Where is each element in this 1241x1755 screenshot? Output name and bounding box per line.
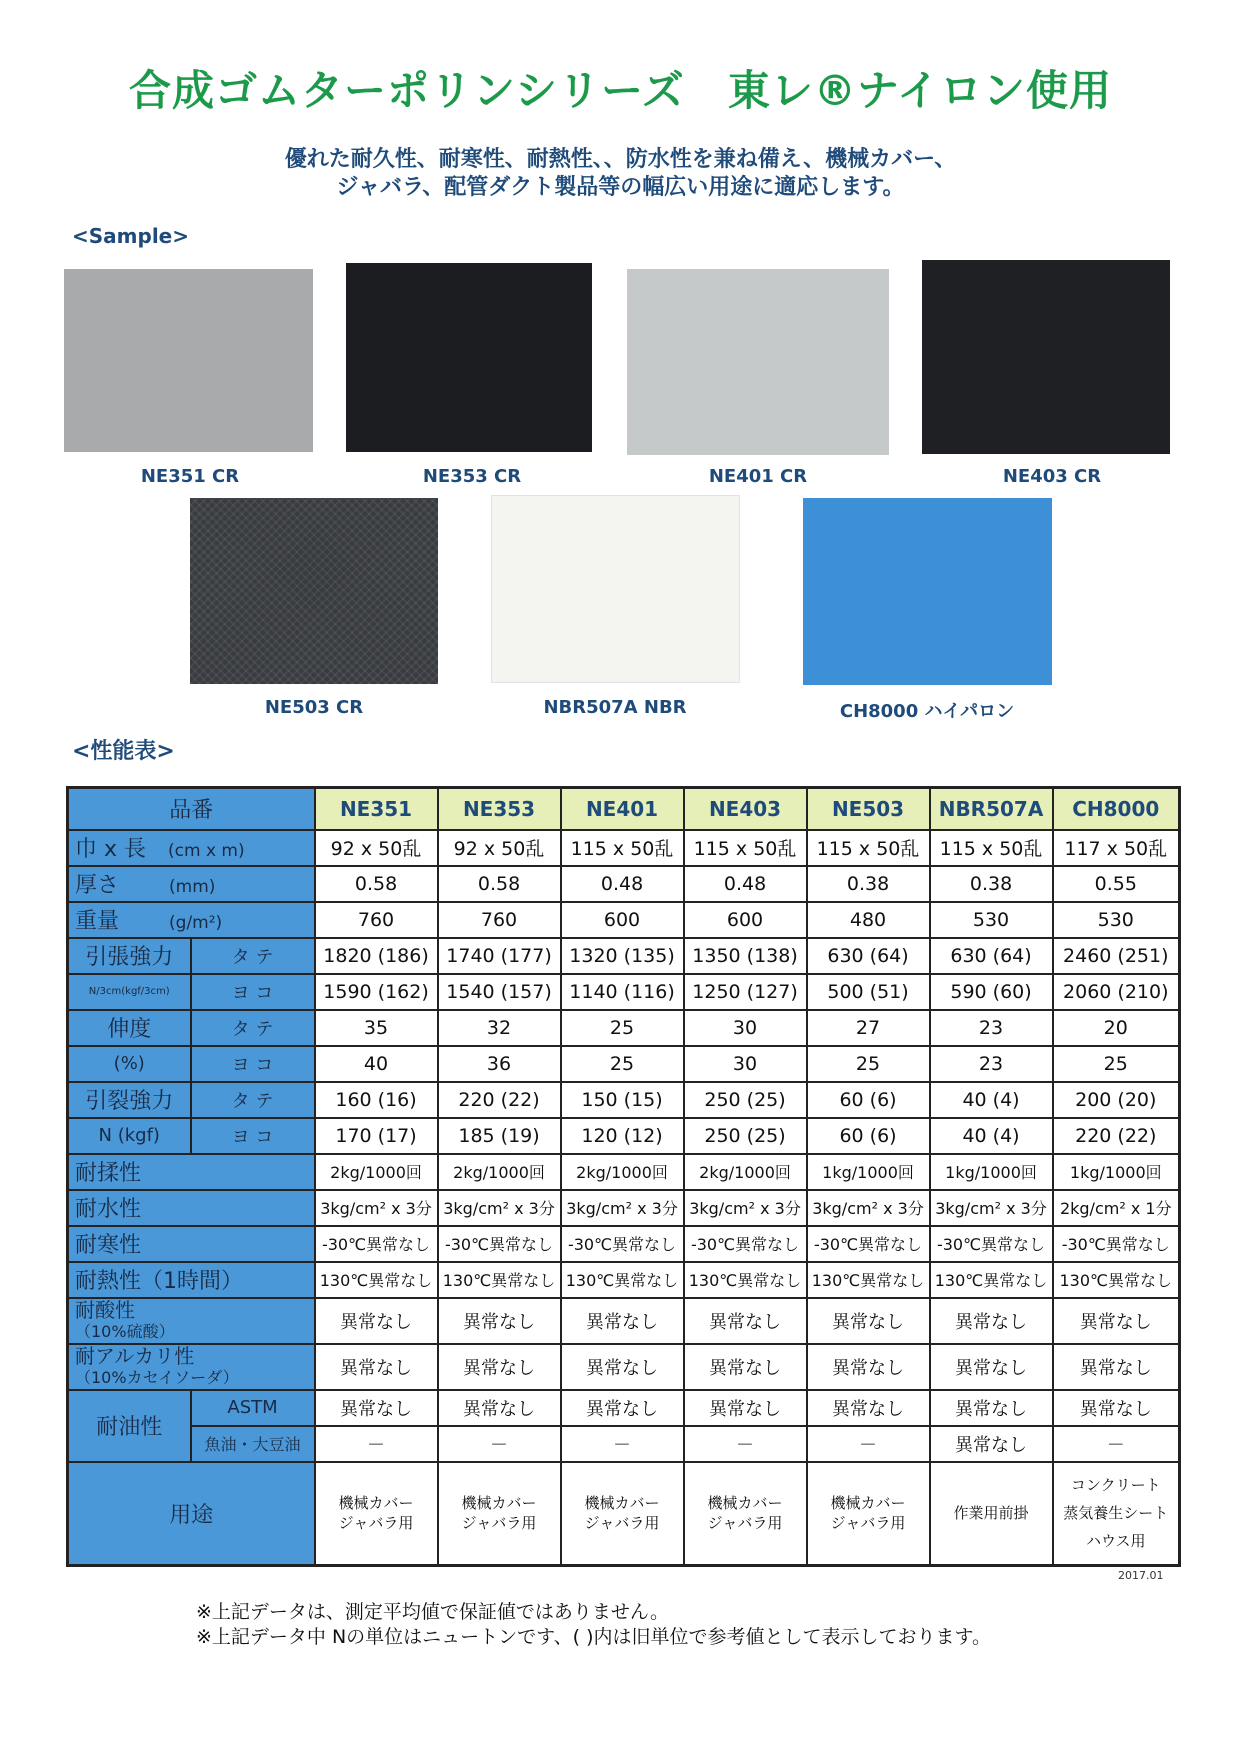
spec-cell: 1820 (186)	[315, 938, 438, 974]
spec-cell: 130℃異常なし	[807, 1262, 930, 1298]
usage-cell: 機械カバー ジャバラ用	[807, 1462, 930, 1566]
spec-cell: 185 (19)	[438, 1118, 561, 1154]
weight-row	[68, 902, 1180, 938]
sample-label-ne351: NE351 CR	[140, 466, 240, 487]
spec-cell: 115 x 50乱	[561, 830, 684, 866]
elongation-warp-row	[68, 1010, 1180, 1046]
tear-weft-row	[68, 1118, 1180, 1154]
spec-cell: －	[1053, 1426, 1180, 1462]
spec-cell: 120 (12)	[561, 1118, 684, 1154]
spec-cell: 220 (22)	[1053, 1118, 1180, 1154]
spec-cell: -30℃異常なし	[438, 1226, 561, 1262]
spec-cell: 異常なし	[438, 1298, 561, 1344]
spec-cell: 1540 (157)	[438, 974, 561, 1010]
width-length-label: 巾 x 長 (cm x m)	[68, 830, 315, 866]
spec-cell: 25	[807, 1046, 930, 1082]
subtitle-line-1: 優れた耐久性、耐寒性、耐熱性、、防水性を兼ね備え、機械カバー、	[284, 147, 957, 172]
spec-cell: 590 (60)	[930, 974, 1053, 1010]
spec-cell: -30℃異常なし	[561, 1226, 684, 1262]
alkali-row	[68, 1344, 1180, 1390]
elongation-unit: (%)	[68, 1046, 191, 1082]
spec-table	[66, 786, 1181, 1567]
spec-cell: 30	[684, 1010, 807, 1046]
spec-cell: 1kg/1000回	[1053, 1154, 1180, 1190]
spec-cell: 115 x 50乱	[807, 830, 930, 866]
usage-cell: 機械カバー ジャバラ用	[561, 1462, 684, 1566]
swatch-ne503	[190, 498, 438, 684]
spec-cell: -30℃異常なし	[315, 1226, 438, 1262]
spec-cell: 0.55	[1053, 866, 1180, 902]
spec-cell: 異常なし	[315, 1390, 438, 1426]
spec-cell: 異常なし	[1053, 1298, 1180, 1344]
spec-cell: 760	[438, 902, 561, 938]
note-1: ※上記データは、測定平均値で保証値ではありません。	[196, 1601, 670, 1623]
note-2: ※上記データ中 Nの単位はニュートンです、( )内は旧単位で参考値として表示しております。	[196, 1626, 991, 1648]
spec-cell: 0.48	[684, 866, 807, 902]
spec-cell: 170 (17)	[315, 1118, 438, 1154]
spec-cell: 530	[1053, 902, 1180, 938]
spec-cell: 130℃異常なし	[315, 1262, 438, 1298]
tear-weft-label: ヨ コ	[191, 1118, 315, 1154]
spec-cell: 0.38	[807, 866, 930, 902]
spec-cell: 異常なし	[438, 1344, 561, 1390]
tear-warp-label: タ テ	[191, 1082, 315, 1118]
sample-label-ne353: NE353 CR	[422, 466, 522, 487]
usage-cell: 作業用前掛	[930, 1462, 1053, 1566]
spec-cell: 130℃異常なし	[561, 1262, 684, 1298]
tensile-label: 引張強力	[68, 938, 191, 974]
spec-cell: 115 x 50乱	[930, 830, 1053, 866]
heat-label: 耐熱性（1時間）	[68, 1262, 315, 1298]
spec-cell: -30℃異常なし	[684, 1226, 807, 1262]
spec-cell: 2060 (210)	[1053, 974, 1180, 1010]
sample-label-nbr507a: NBR507A NBR	[543, 697, 687, 718]
spec-cell: 27	[807, 1010, 930, 1046]
usage-cell: 機械カバー ジャバラ用	[438, 1462, 561, 1566]
tensile-unit: N/3cm(kgf/3cm)	[68, 974, 191, 1010]
acid-label: 耐酸性 （10%硫酸）	[68, 1298, 315, 1344]
usage-row	[68, 1462, 1180, 1566]
tear-warp-row	[68, 1082, 1180, 1118]
flex-label: 耐揉性	[68, 1154, 315, 1190]
spec-cell: 60 (6)	[807, 1082, 930, 1118]
tensile-warp-row	[68, 938, 1180, 974]
sample-label-ne403: NE403 CR	[1002, 466, 1102, 487]
spec-cell: 200 (20)	[1053, 1082, 1180, 1118]
spec-cell: 3kg/cm² x 3分	[315, 1190, 438, 1226]
spec-cell: 異常なし	[930, 1298, 1053, 1344]
spec-cell: -30℃異常なし	[1053, 1226, 1180, 1262]
spec-cell: 異常なし	[561, 1298, 684, 1344]
spec-cell: 1kg/1000回	[930, 1154, 1053, 1190]
product-header: NE503	[807, 788, 930, 830]
spec-cell: 40	[315, 1046, 438, 1082]
spec-cell: 3kg/cm² x 3分	[438, 1190, 561, 1226]
swatch-ch8000	[803, 498, 1052, 685]
product-header: NE353	[438, 788, 561, 830]
spec-cell: 1kg/1000回	[807, 1154, 930, 1190]
swatch-ne353	[346, 263, 592, 452]
spec-cell: 32	[438, 1010, 561, 1046]
spec-cell: 23	[930, 1010, 1053, 1046]
spec-cell: －	[315, 1426, 438, 1462]
spec-cell: 500 (51)	[807, 974, 930, 1010]
product-header: CH8000	[1053, 788, 1180, 830]
spec-cell: 630 (64)	[807, 938, 930, 974]
spec-cell: 160 (16)	[315, 1082, 438, 1118]
spec-cell: 600	[561, 902, 684, 938]
header-label: 品番	[68, 788, 315, 830]
spec-cell: 2460 (251)	[1053, 938, 1180, 974]
spec-cell: 25	[1053, 1046, 1180, 1082]
spec-cell: 異常なし	[684, 1298, 807, 1344]
spec-cell: 0.58	[438, 866, 561, 902]
oil-label: 耐油性	[68, 1390, 191, 1462]
spec-cell: 250 (25)	[684, 1082, 807, 1118]
spec-cell: 630 (64)	[930, 938, 1053, 974]
tensile-weft-label: ヨ コ	[191, 974, 315, 1010]
product-header: NE351	[315, 788, 438, 830]
oil-fish-row	[68, 1426, 1180, 1462]
spec-cell: 異常なし	[438, 1390, 561, 1426]
water-label: 耐水性	[68, 1190, 315, 1226]
spec-cell: 130℃異常なし	[438, 1262, 561, 1298]
width-length-row	[68, 830, 1180, 866]
spec-cell: 2kg/1000回	[684, 1154, 807, 1190]
spec-cell: 480	[807, 902, 930, 938]
spec-cell: 1320 (135)	[561, 938, 684, 974]
spec-cell: 異常なし	[807, 1390, 930, 1426]
spec-cell: 40 (4)	[930, 1118, 1053, 1154]
spec-cell: 220 (22)	[438, 1082, 561, 1118]
spec-cell: 異常なし	[930, 1426, 1053, 1462]
spec-cell: 92 x 50乱	[315, 830, 438, 866]
heat-row	[68, 1262, 1180, 1298]
usage-label: 用途	[68, 1462, 315, 1566]
spec-cell: 2kg/cm² x 1分	[1053, 1190, 1180, 1226]
spec-heading: <性能表>	[72, 739, 175, 764]
subtitle-line-2: ジャバラ、配管ダクト製品等の幅広い用途に適応します。	[336, 175, 905, 200]
swatch-ne401	[627, 269, 889, 455]
spec-cell: 36	[438, 1046, 561, 1082]
weight-label: 重量 (g/m²)	[68, 902, 315, 938]
spec-cell: 23	[930, 1046, 1053, 1082]
spec-cell: 600	[684, 902, 807, 938]
oil-astm-row	[68, 1390, 1180, 1426]
spec-cell: 130℃異常なし	[1053, 1262, 1180, 1298]
page-title: 合成ゴムターポリンシリーズ 東レ®ナイロン使用	[129, 66, 1112, 115]
spec-cell: 異常なし	[561, 1390, 684, 1426]
spec-cell: 250 (25)	[684, 1118, 807, 1154]
spec-cell: －	[807, 1426, 930, 1462]
sample-heading: <Sample>	[72, 224, 189, 248]
swatch-ne403	[922, 260, 1170, 454]
water-row	[68, 1190, 1180, 1226]
spec-cell: 異常なし	[315, 1298, 438, 1344]
spec-cell: 35	[315, 1010, 438, 1046]
spec-cell: 130℃異常なし	[684, 1262, 807, 1298]
spec-cell: 130℃異常なし	[930, 1262, 1053, 1298]
spec-cell: 1140 (116)	[561, 974, 684, 1010]
acid-row	[68, 1298, 1180, 1344]
spec-cell: -30℃異常なし	[807, 1226, 930, 1262]
revision-date: 2017.01	[1118, 1569, 1164, 1582]
thickness-label: 厚さ (mm)	[68, 866, 315, 902]
sample-label-ne401: NE401 CR	[708, 466, 808, 487]
sample-label-ch8000: CH8000 ハイパロン	[839, 701, 1015, 722]
spec-cell: 117 x 50乱	[1053, 830, 1180, 866]
usage-cell: 機械カバー ジャバラ用	[684, 1462, 807, 1566]
tear-label: 引裂強力	[68, 1082, 191, 1118]
elongation-label: 伸度	[68, 1010, 191, 1046]
spec-cell: 530	[930, 902, 1053, 938]
spec-cell: 2kg/1000回	[315, 1154, 438, 1190]
spec-cell: 異常なし	[684, 1390, 807, 1426]
spec-cell: 3kg/cm² x 3分	[930, 1190, 1053, 1226]
spec-cell: 92 x 50乱	[438, 830, 561, 866]
spec-cell: 異常なし	[561, 1344, 684, 1390]
sample-label-ne503: NE503 CR	[264, 697, 364, 718]
spec-cell: 3kg/cm² x 3分	[684, 1190, 807, 1226]
spec-cell: 1250 (127)	[684, 974, 807, 1010]
spec-cell: 0.48	[561, 866, 684, 902]
spec-cell: 異常なし	[807, 1344, 930, 1390]
spec-cell: 0.38	[930, 866, 1053, 902]
spec-cell: 30	[684, 1046, 807, 1082]
spec-cell: 3kg/cm² x 3分	[561, 1190, 684, 1226]
cold-label: 耐寒性	[68, 1226, 315, 1262]
swatch-ne351	[64, 269, 313, 452]
flex-row	[68, 1154, 1180, 1190]
spec-cell: 異常なし	[807, 1298, 930, 1344]
oil-astm-label: ASTM	[191, 1390, 315, 1426]
tensile-warp-label: タ テ	[191, 938, 315, 974]
usage-cell: 機械カバー ジャバラ用	[315, 1462, 438, 1566]
spec-cell: -30℃異常なし	[930, 1226, 1053, 1262]
spec-cell: 異常なし	[1053, 1390, 1180, 1426]
spec-cell: －	[684, 1426, 807, 1462]
spec-cell: 60 (6)	[807, 1118, 930, 1154]
spec-cell: 1740 (177)	[438, 938, 561, 974]
elongation-warp-label: タ テ	[191, 1010, 315, 1046]
spec-cell: 異常なし	[930, 1344, 1053, 1390]
spec-cell: －	[438, 1426, 561, 1462]
product-header: NE403	[684, 788, 807, 830]
oil-fish-label: 魚油・大豆油	[191, 1426, 315, 1462]
spec-cell: 2kg/1000回	[561, 1154, 684, 1190]
spec-cell: －	[561, 1426, 684, 1462]
tensile-weft-row	[68, 974, 1180, 1010]
spec-cell: 25	[561, 1046, 684, 1082]
spec-cell: 異常なし	[1053, 1344, 1180, 1390]
spec-cell: 2kg/1000回	[438, 1154, 561, 1190]
spec-cell: 異常なし	[684, 1344, 807, 1390]
alkali-label: 耐アルカリ性 （10%カセイソーダ）	[68, 1344, 315, 1390]
spec-cell: 異常なし	[930, 1390, 1053, 1426]
spec-cell: 20	[1053, 1010, 1180, 1046]
header-row	[68, 788, 1180, 830]
spec-cell: 40 (4)	[930, 1082, 1053, 1118]
cold-row	[68, 1226, 1180, 1262]
tear-unit: N (kgf)	[68, 1118, 191, 1154]
product-header: NBR507A	[930, 788, 1053, 830]
spec-cell: 3kg/cm² x 3分	[807, 1190, 930, 1226]
spec-cell: 25	[561, 1010, 684, 1046]
elongation-weft-label: ヨ コ	[191, 1046, 315, 1082]
usage-cell: コンクリート 蒸気養生シート ハウス用	[1053, 1462, 1180, 1566]
spec-cell: 異常なし	[315, 1344, 438, 1390]
elongation-weft-row	[68, 1046, 1180, 1082]
spec-cell: 150 (15)	[561, 1082, 684, 1118]
spec-cell: 0.58	[315, 866, 438, 902]
spec-cell: 1590 (162)	[315, 974, 438, 1010]
product-header: NE401	[561, 788, 684, 830]
swatch-nbr507a	[491, 495, 740, 683]
spec-cell: 760	[315, 902, 438, 938]
spec-cell: 115 x 50乱	[684, 830, 807, 866]
spec-cell: 1350 (138)	[684, 938, 807, 974]
thickness-row	[68, 866, 1180, 902]
